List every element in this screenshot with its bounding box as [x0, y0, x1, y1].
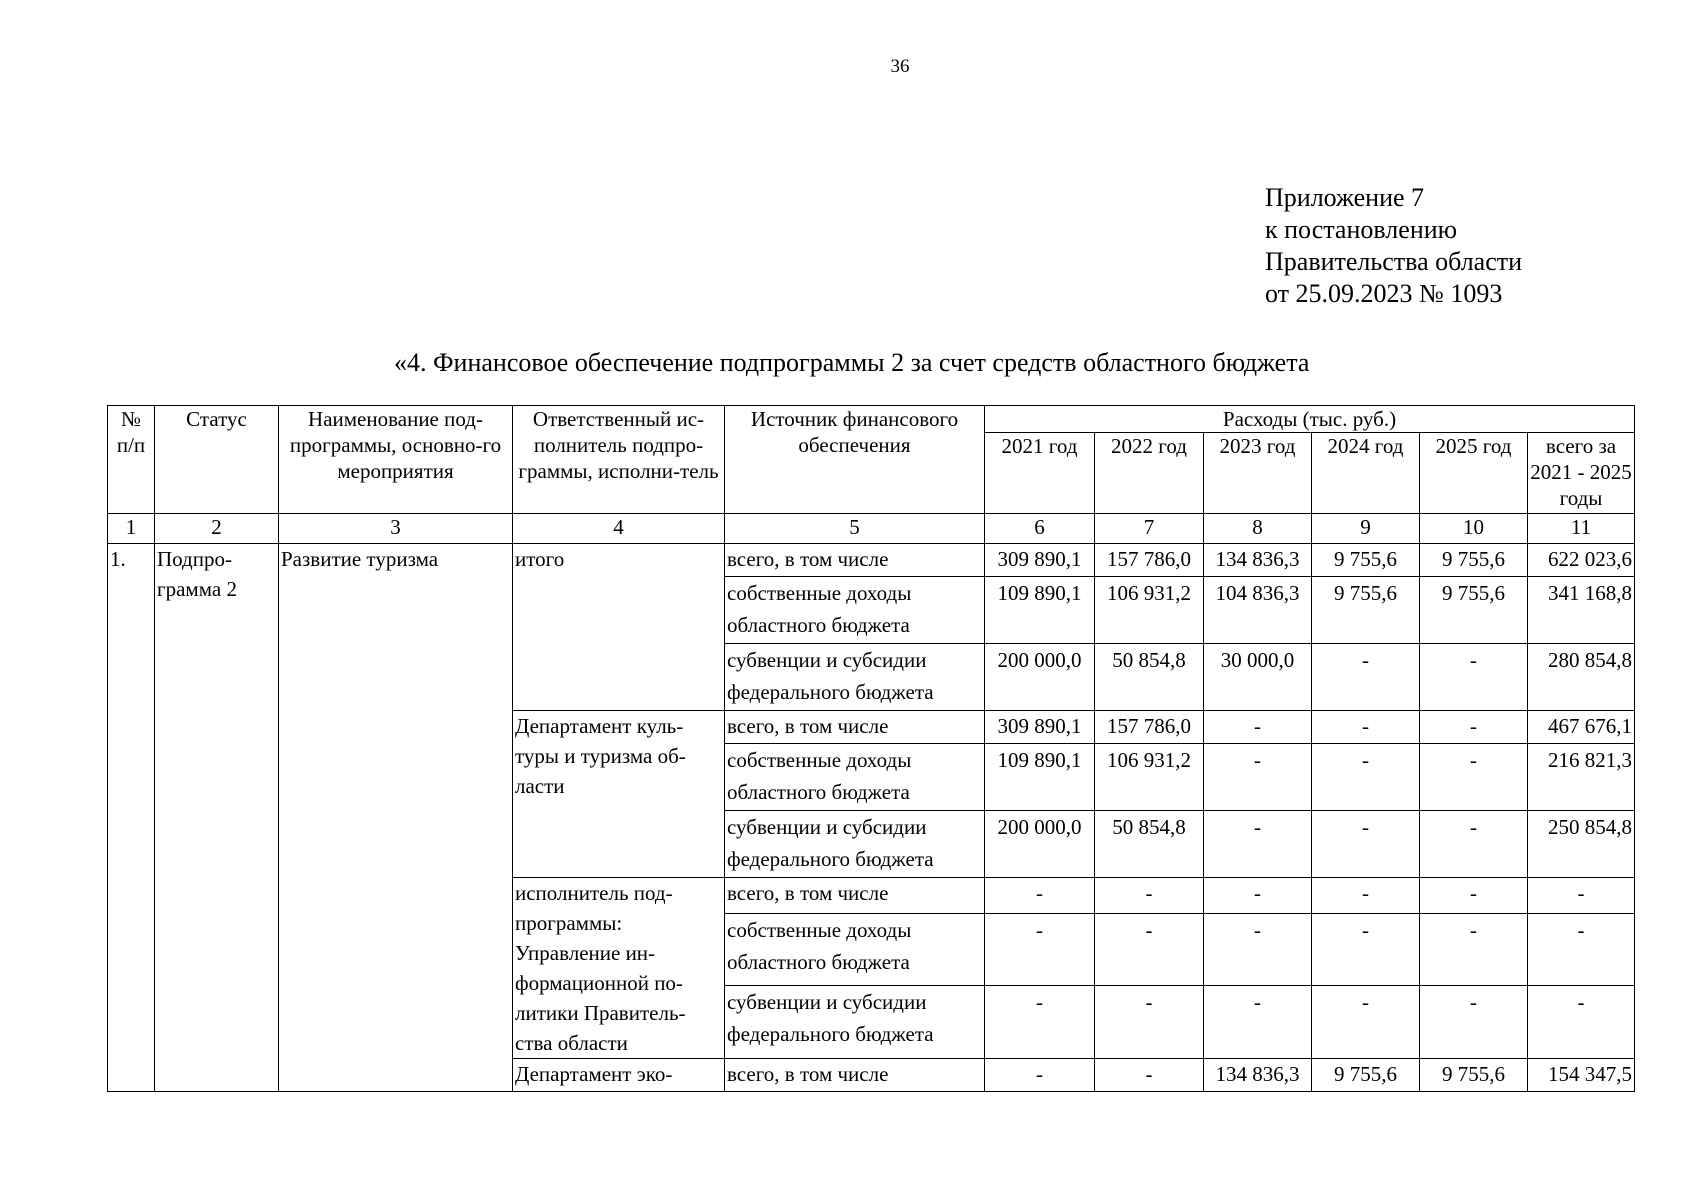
source-cell: всего, в том числе [725, 878, 985, 914]
source-cell: субвенции и субсидии федерального бюджета [725, 644, 985, 711]
column-number: 3 [279, 514, 513, 544]
value-cell: 309 890,1 [985, 544, 1095, 577]
page-number: 36 [890, 56, 910, 77]
value-cell: 9 755,6 [1420, 544, 1528, 577]
value-cell: 106 931,2 [1095, 577, 1204, 644]
value-cell: - [1204, 986, 1312, 1059]
value-cell: 154 347,5 [1528, 1059, 1635, 1092]
value-cell: - [1204, 878, 1312, 914]
source-cell: всего, в том числе [725, 1059, 985, 1092]
appendix-line: Приложение 7 [1265, 183, 1425, 212]
executor-cell: итого [513, 544, 725, 711]
appendix-block [1265, 182, 1522, 310]
column-number: 4 [513, 514, 725, 544]
column-number: 1 [108, 514, 155, 544]
header-expenses: Расходы (тыс. руб.) [985, 406, 1635, 433]
value-cell: 134 836,3 [1204, 1059, 1312, 1092]
column-number: 5 [725, 514, 985, 544]
header-year: 2022 год [1095, 433, 1204, 514]
value-cell: 106 931,2 [1095, 744, 1204, 811]
document-title: «4. Финансовое обеспечение подпрограммы 2 за счет средств областного бюджета [394, 348, 1310, 377]
header-year: 2023 год [1204, 433, 1312, 514]
source-cell: субвенции и субсидии федерального бюджета [725, 811, 985, 878]
row-number-cell: 1. [108, 544, 155, 1092]
column-number: 7 [1095, 514, 1204, 544]
row-name-cell: Развитие туризма [279, 544, 513, 1092]
value-cell: - [1312, 986, 1420, 1059]
column-number: 10 [1420, 514, 1528, 544]
header-year: 2024 год [1312, 433, 1420, 514]
source-cell: всего, в том числе [725, 711, 985, 744]
header-source: Источник финансового обеспечения [725, 406, 985, 514]
appendix-line: от 25.09.2023 № 1093 [1265, 279, 1503, 308]
value-cell: - [1312, 644, 1420, 711]
value-cell: 309 890,1 [985, 711, 1095, 744]
value-cell: - [985, 878, 1095, 914]
value-cell: - [1312, 811, 1420, 878]
source-cell: собственные доходы областного бюджета [725, 913, 985, 986]
appendix-line: Правительства области [1265, 247, 1523, 276]
appendix-line: к постановлению [1265, 215, 1458, 244]
value-cell: 50 854,8 [1095, 644, 1204, 711]
value-cell: - [1420, 878, 1528, 914]
value-cell: 9 755,6 [1312, 544, 1420, 577]
value-cell: - [1095, 878, 1204, 914]
value-cell: - [1528, 986, 1635, 1059]
column-number: 9 [1312, 514, 1420, 544]
value-cell: - [1420, 744, 1528, 811]
value-cell: 9 755,6 [1312, 577, 1420, 644]
value-cell: - [1312, 913, 1420, 986]
header-status: Статус [155, 406, 279, 514]
value-cell: - [985, 986, 1095, 1059]
value-cell: - [1204, 811, 1312, 878]
column-number: 8 [1204, 514, 1312, 544]
value-cell: - [1095, 986, 1204, 1059]
value-cell: - [1204, 711, 1312, 744]
value-cell: 622 023,6 [1528, 544, 1635, 577]
value-cell: 250 854,8 [1528, 811, 1635, 878]
value-cell: - [985, 913, 1095, 986]
financing-table [107, 405, 1635, 1092]
value-cell: - [1528, 878, 1635, 914]
value-cell: - [1095, 913, 1204, 986]
value-cell: - [1420, 811, 1528, 878]
column-number: 6 [985, 514, 1095, 544]
column-number: 2 [155, 514, 279, 544]
value-cell: - [1204, 744, 1312, 811]
value-cell: 280 854,8 [1528, 644, 1635, 711]
value-cell: 109 890,1 [985, 577, 1095, 644]
value-cell: 157 786,0 [1095, 711, 1204, 744]
header-num: № п/п [108, 406, 155, 514]
header-year: 2025 год [1420, 433, 1528, 514]
value-cell: - [1312, 744, 1420, 811]
executor-cell: Департамент куль-туры и туризма об-ласти [513, 711, 725, 878]
value-cell: 341 168,8 [1528, 577, 1635, 644]
value-cell: 216 821,3 [1528, 744, 1635, 811]
value-cell: 9 755,6 [1420, 1059, 1528, 1092]
executor-cell: Департамент эко- [513, 1059, 725, 1092]
executor-cell: исполнитель под-программы: Управление ин-формационной по-литики Правитель-ства области [513, 878, 725, 1059]
table-row [108, 544, 1635, 577]
value-cell: 157 786,0 [1095, 544, 1204, 577]
header-year: 2021 год [985, 433, 1095, 514]
source-cell: субвенции и субсидии федерального бюджета [725, 986, 985, 1059]
source-cell: собственные доходы областного бюджета [725, 577, 985, 644]
column-number: 11 [1528, 514, 1635, 544]
value-cell: - [985, 1059, 1095, 1092]
value-cell: 109 890,1 [985, 744, 1095, 811]
value-cell: - [1528, 913, 1635, 986]
value-cell: - [1312, 711, 1420, 744]
value-cell: 104 836,3 [1204, 577, 1312, 644]
value-cell: 200 000,0 [985, 811, 1095, 878]
value-cell: - [1420, 644, 1528, 711]
value-cell: - [1420, 913, 1528, 986]
value-cell: - [1312, 878, 1420, 914]
value-cell: 9 755,6 [1420, 577, 1528, 644]
source-cell: всего, в том числе [725, 544, 985, 577]
value-cell: 467 676,1 [1528, 711, 1635, 744]
value-cell: 50 854,8 [1095, 811, 1204, 878]
value-cell: 30 000,0 [1204, 644, 1312, 711]
value-cell: - [1420, 711, 1528, 744]
header-year-total: всего за 2021 - 2025 годы [1528, 433, 1635, 514]
value-cell: 134 836,3 [1204, 544, 1312, 577]
header-executor: Ответственный ис-полнитель подпро-граммы, исполни-тель [513, 406, 725, 514]
value-cell: 9 755,6 [1312, 1059, 1420, 1092]
row-status-cell: Подпро-грамма 2 [155, 544, 279, 1092]
value-cell: - [1204, 913, 1312, 986]
value-cell: - [1420, 986, 1528, 1059]
value-cell: - [1095, 1059, 1204, 1092]
value-cell: 200 000,0 [985, 644, 1095, 711]
source-cell: собственные доходы областного бюджета [725, 744, 985, 811]
header-name: Наименование под-программы, основно-го мероприятия [279, 406, 513, 514]
